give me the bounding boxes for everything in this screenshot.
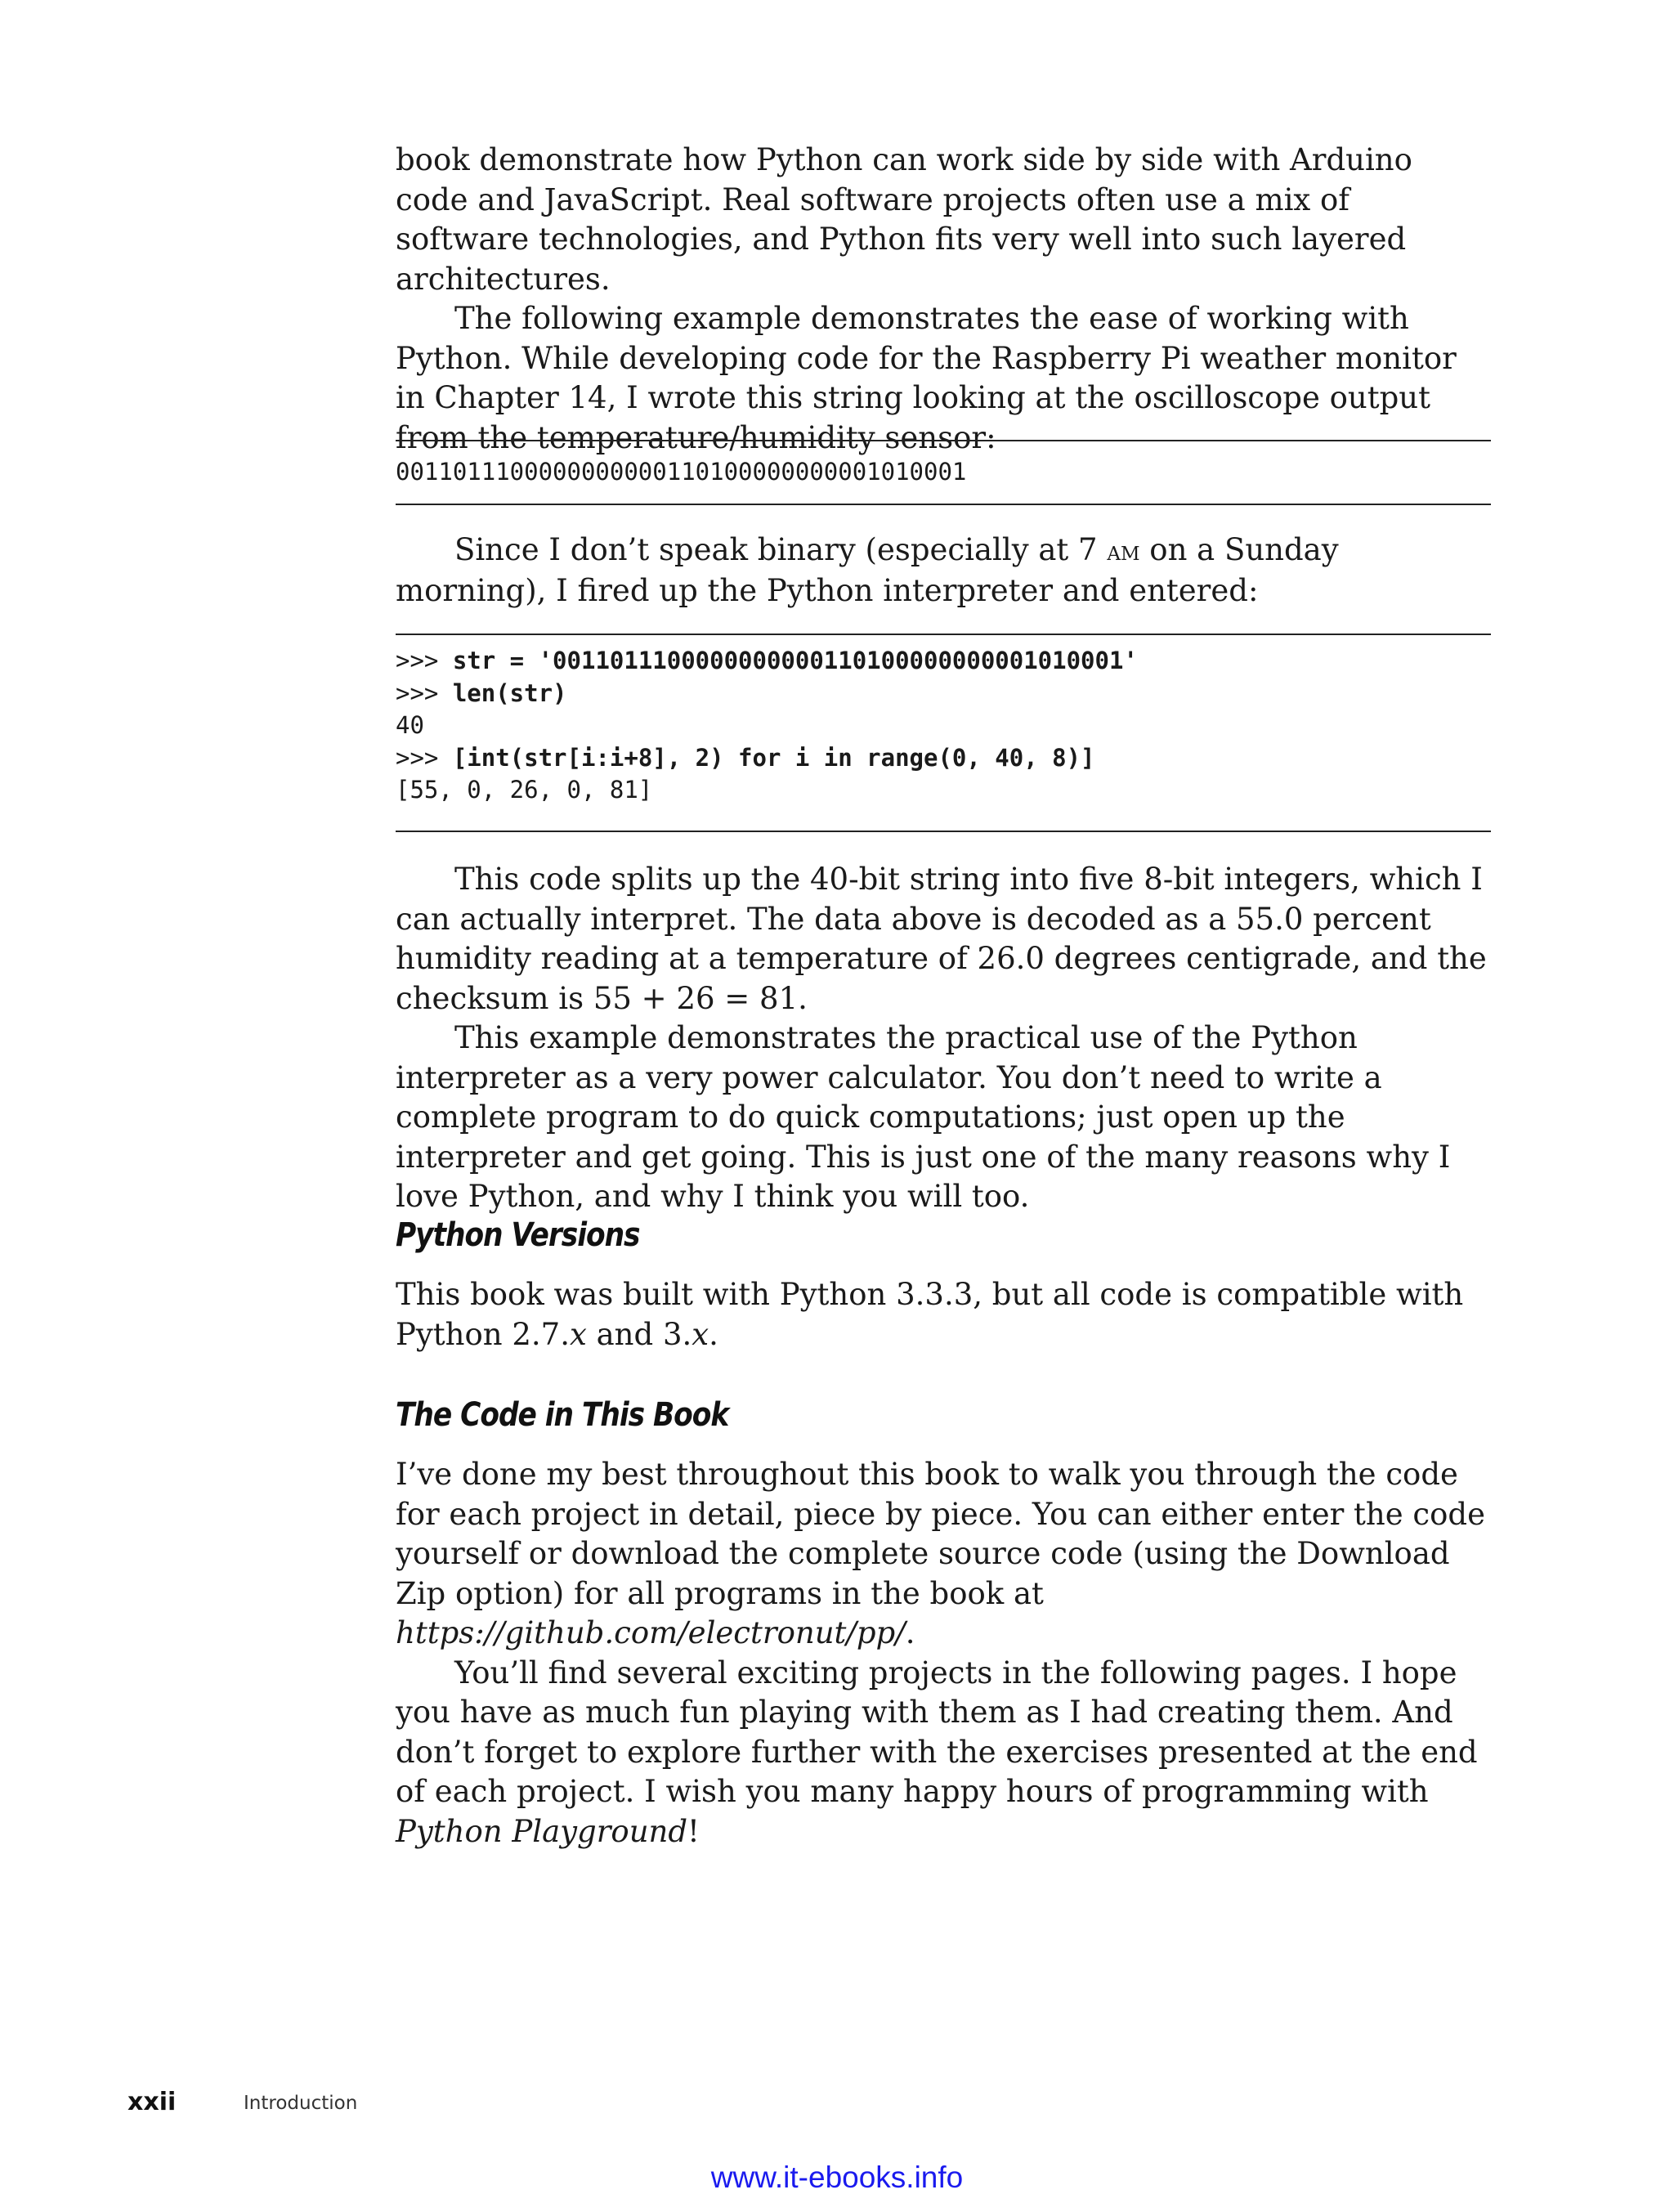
paragraph-6-text-c: . bbox=[709, 1316, 718, 1352]
paragraph-8-text-a: You’ll find several exciting projects in the following pages. I hope you have as much fun playing with them as I had creating them. And don’t forget to explore further with the exercises presented at the end of each project. I wish you many happy hours of programming with bbox=[396, 1655, 1478, 1809]
code-line-1 bbox=[396, 645, 1491, 678]
paragraph-8 bbox=[396, 1654, 1491, 1852]
intro-continuation bbox=[396, 141, 1491, 458]
code-line-4 bbox=[396, 742, 1491, 775]
paragraph-3 bbox=[396, 531, 1491, 611]
paragraph-8-text-b: ! bbox=[687, 1813, 700, 1849]
paragraph-7 bbox=[396, 1455, 1491, 1654]
paragraph-6-text-b: and 3. bbox=[586, 1316, 692, 1352]
italic-x: x bbox=[692, 1316, 709, 1352]
paragraph-7-text-b: . bbox=[905, 1615, 915, 1650]
watermark-link[interactable]: www.it-ebooks.info bbox=[710, 2161, 964, 2194]
command: [int(str[i:i+8], 2) for i in range(0, 40, 8)] bbox=[452, 743, 1095, 772]
prompt: >>> bbox=[396, 678, 453, 707]
command: str = '0011011100000000000110100000000001010001' bbox=[452, 647, 1138, 674]
paragraph-6-text-a: This book was built with Python 3.3.3, but all code is compatible with Python 2.7. bbox=[396, 1277, 1464, 1352]
versions-block bbox=[396, 1275, 1491, 1355]
am-smallcaps: am bbox=[1107, 535, 1140, 566]
code-line-2 bbox=[396, 678, 1491, 710]
code-line-3: 40 bbox=[396, 711, 424, 739]
code-block-binary-string bbox=[396, 440, 1491, 505]
code-line-5: [55, 0, 26, 0, 81] bbox=[396, 776, 653, 804]
section-name: Introduction bbox=[244, 2093, 358, 2114]
paragraph-1: book demonstrate how Python can work side by side with Arduino code and JavaScript. Real software projects often use a mix of software technologies, and Python fits very well into such layered architectures. bbox=[396, 142, 1412, 297]
heading-python-versions: Python Versions bbox=[396, 1216, 640, 1254]
code-line: 0011011100000000000110100000000001010001 bbox=[396, 458, 967, 486]
paragraph-3-text-b: on a Sunday morning), I fired up the Python interpreter and entered: bbox=[396, 532, 1339, 608]
code-block-interpreter bbox=[396, 634, 1491, 832]
command: len(str) bbox=[452, 678, 567, 707]
explanation-block bbox=[396, 860, 1491, 1217]
prompt: >>> bbox=[396, 743, 453, 772]
paragraph-3-block bbox=[396, 531, 1491, 611]
paragraph-4: This code splits up the 40-bit string into five 8-bit integers, which I can actually interpret. The data above is decoded as a 55.0 percent humidity reading at a temperature of 26.0 degrees centigrade, and the checksum is 55 + 26 = 81. bbox=[396, 862, 1487, 1016]
heading-code-in-book: The Code in This Book bbox=[396, 1396, 729, 1434]
book-title: Python Playground bbox=[396, 1813, 688, 1849]
paragraph-7-text-a: I’ve done my best throughout this book to walk you through the code for each project in detail, piece by piece. You can either enter the code yourself or download the complete source code (using the Download Zip option) for all programs in the book at bbox=[396, 1457, 1485, 1611]
paragraph-6 bbox=[396, 1275, 1491, 1355]
page-number: xxii bbox=[128, 2088, 177, 2116]
code-in-book-block bbox=[396, 1455, 1491, 1852]
prompt: >>> bbox=[396, 647, 453, 674]
paragraph-3-text-a: Since I don’t speak binary (especially at 7 bbox=[454, 532, 1108, 567]
italic-x: x bbox=[569, 1316, 587, 1352]
paragraph-5: This example demonstrates the practical use of the Python interpreter as a very power calculator. You don’t need to write a complete program to do quick computations; just open up the interpreter and get going. This is just one of the many reasons why I love Python, and why I think you will too. bbox=[396, 1020, 1451, 1214]
github-url: https://github.com/electronut/pp/ bbox=[396, 1615, 906, 1650]
paragraph-2: The following example demonstrates the ease of working with Python. While developing code for the Raspberry Pi weather monitor in Chapter 14, I wrote this string looking at the oscilloscope output from the temperature/humidity sensor: bbox=[396, 301, 1457, 455]
